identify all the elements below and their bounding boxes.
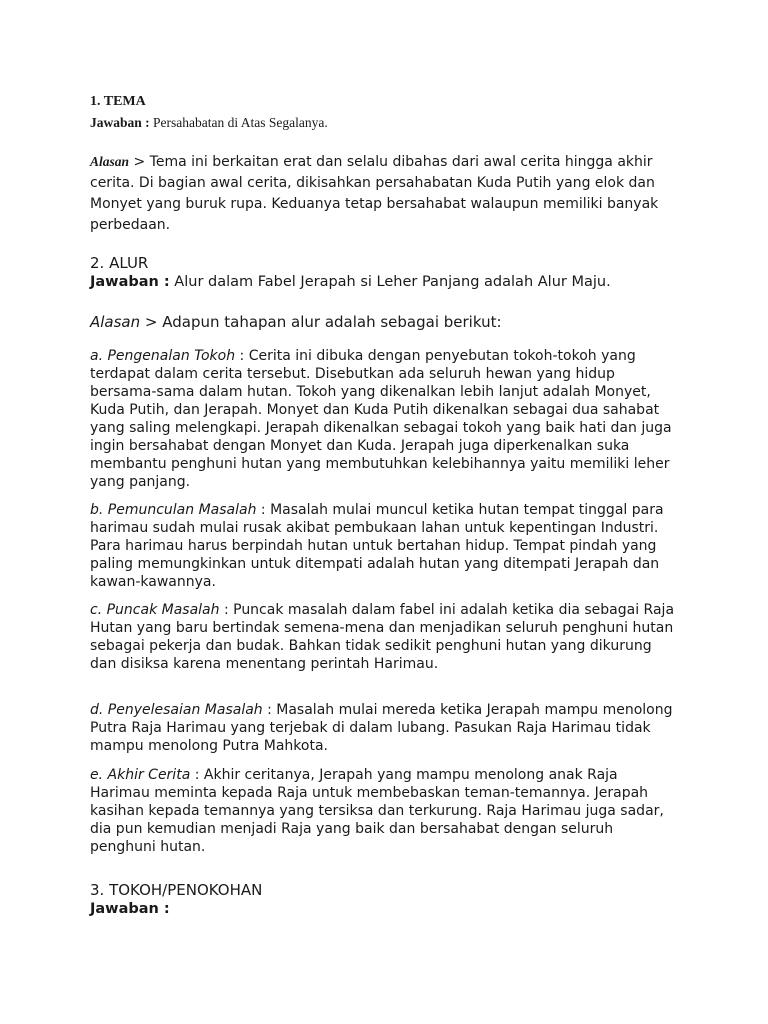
alur-item-a xyxy=(90,347,680,491)
alasan-text: > Adapun tahapan alur adalah sebagai berikut: xyxy=(140,313,502,331)
alasan-label: Alasan xyxy=(90,154,130,169)
jawaban-label: Jawaban : xyxy=(90,901,170,917)
jawaban-text: Persahabatan di Atas Segalanya. xyxy=(149,115,328,130)
alasan-text: Tema ini berkaitan erat dan selalu dibahas dari awal cerita hingga akhir cerita. Di bagian awal cerita, dikisahkan persahabatan Kuda Putih yang elok dan Monyet yang buruk rupa. Keduanya tetap bersahabat walaupun memiliki banyak perbedaan. xyxy=(90,154,659,233)
alur-item-text: : Masalah mulai muncul ketika hutan tempat tinggal para harimau sudah mulai rusak akibat pembukaan lahan untuk kepentingan Industri. Para harimau harus berpindah hutan untuk bertahan hidup. Tempat pindah yang paling memungkinkan untuk ditempati adalah hutan yang ditempati Jerapah dan kawan-kawannya. xyxy=(90,502,664,590)
section-2-jawaban xyxy=(90,274,611,290)
section-1-jawaban xyxy=(90,115,328,131)
section-1-alasan xyxy=(90,151,670,236)
alur-item-e xyxy=(90,766,680,856)
alur-item-label: a. Pengenalan Tokoh xyxy=(90,348,236,364)
alur-item-c xyxy=(90,601,680,673)
alur-item-text: : Puncak masalah dalam fabel ini adalah ketika dia sebagai Raja Hutan yang baru bertindak semena-mena dan menjadikan seluruh penghuni hutan sebagai pekerja dan budak. Bahkan tidak sedikit penghuni hutan yang dikurung dan disiksa karena menentang perintah Harimau. xyxy=(90,602,675,672)
alur-item-d xyxy=(90,701,680,755)
section-3-heading: 3. TOKOH/PENOKOHAN xyxy=(90,881,263,899)
alur-item-label: e. Akhir Cerita xyxy=(90,767,191,783)
alur-item-label: d. Penyelesaian Masalah xyxy=(90,702,263,718)
alur-item-label: b. Pemunculan Masalah xyxy=(90,502,257,518)
alasan-separator: > xyxy=(129,154,150,170)
jawaban-text: Alur dalam Fabel Jerapah si Leher Panjang adalah Alur Maju. xyxy=(169,274,611,290)
alur-item-text: : Akhir ceritanya, Jerapah yang mampu menolong anak Raja Harimau meminta kepada Raja untuk membebaskan teman-temannya. Jerapah kasihan kepada temannya yang tersiksa dan terkurung. Raja Harimau juga sadar, dia pun kemudian menjadi Raja yang baik dan bersahabat dengan seluruh penghuni hutan. xyxy=(90,767,664,855)
alur-item-b xyxy=(90,501,680,591)
section-3-jawaban xyxy=(90,901,170,917)
section-2-alasan xyxy=(90,313,502,331)
alur-item-text: : Cerita ini dibuka dengan penyebutan tokoh-tokoh yang terdapat dalam cerita tersebut. Disebutkan ada seluruh hewan yang hidup bersama-sama dalam hutan. Tokoh yang dikenalkan lebih lanjut adalah Monyet, Kuda Putih, dan Jerapah. Monyet dan Kuda Putih dikenalkan sebagai dua sahabat yang saling melengkapi. Jerapah dikenalkan sebagai tokoh yang baik hati dan juga ingin bersahabat dengan Monyet dan Kuda. Jerapah juga diperkenalkan suka membantu penghuni hutan yang membutuhkan kelebihannya yaitu memiliki leher yang panjang. xyxy=(90,348,672,490)
alur-item-text: : Masalah mulai mereda ketika Jerapah mampu menolong Putra Raja Harimau yang terjebak di dalam lubang. Pasukan Raja Harimau tidak mampu menolong Putra Mahkota. xyxy=(90,702,673,754)
section-1-heading: 1. TEMA xyxy=(90,94,146,109)
jawaban-label: Jawaban : xyxy=(90,115,150,130)
section-2-heading: 2. ALUR xyxy=(90,254,149,272)
alasan-label: Alasan xyxy=(90,313,141,331)
alur-item-label: c. Puncak Masalah xyxy=(90,602,220,618)
jawaban-label: Jawaban : xyxy=(90,274,170,290)
